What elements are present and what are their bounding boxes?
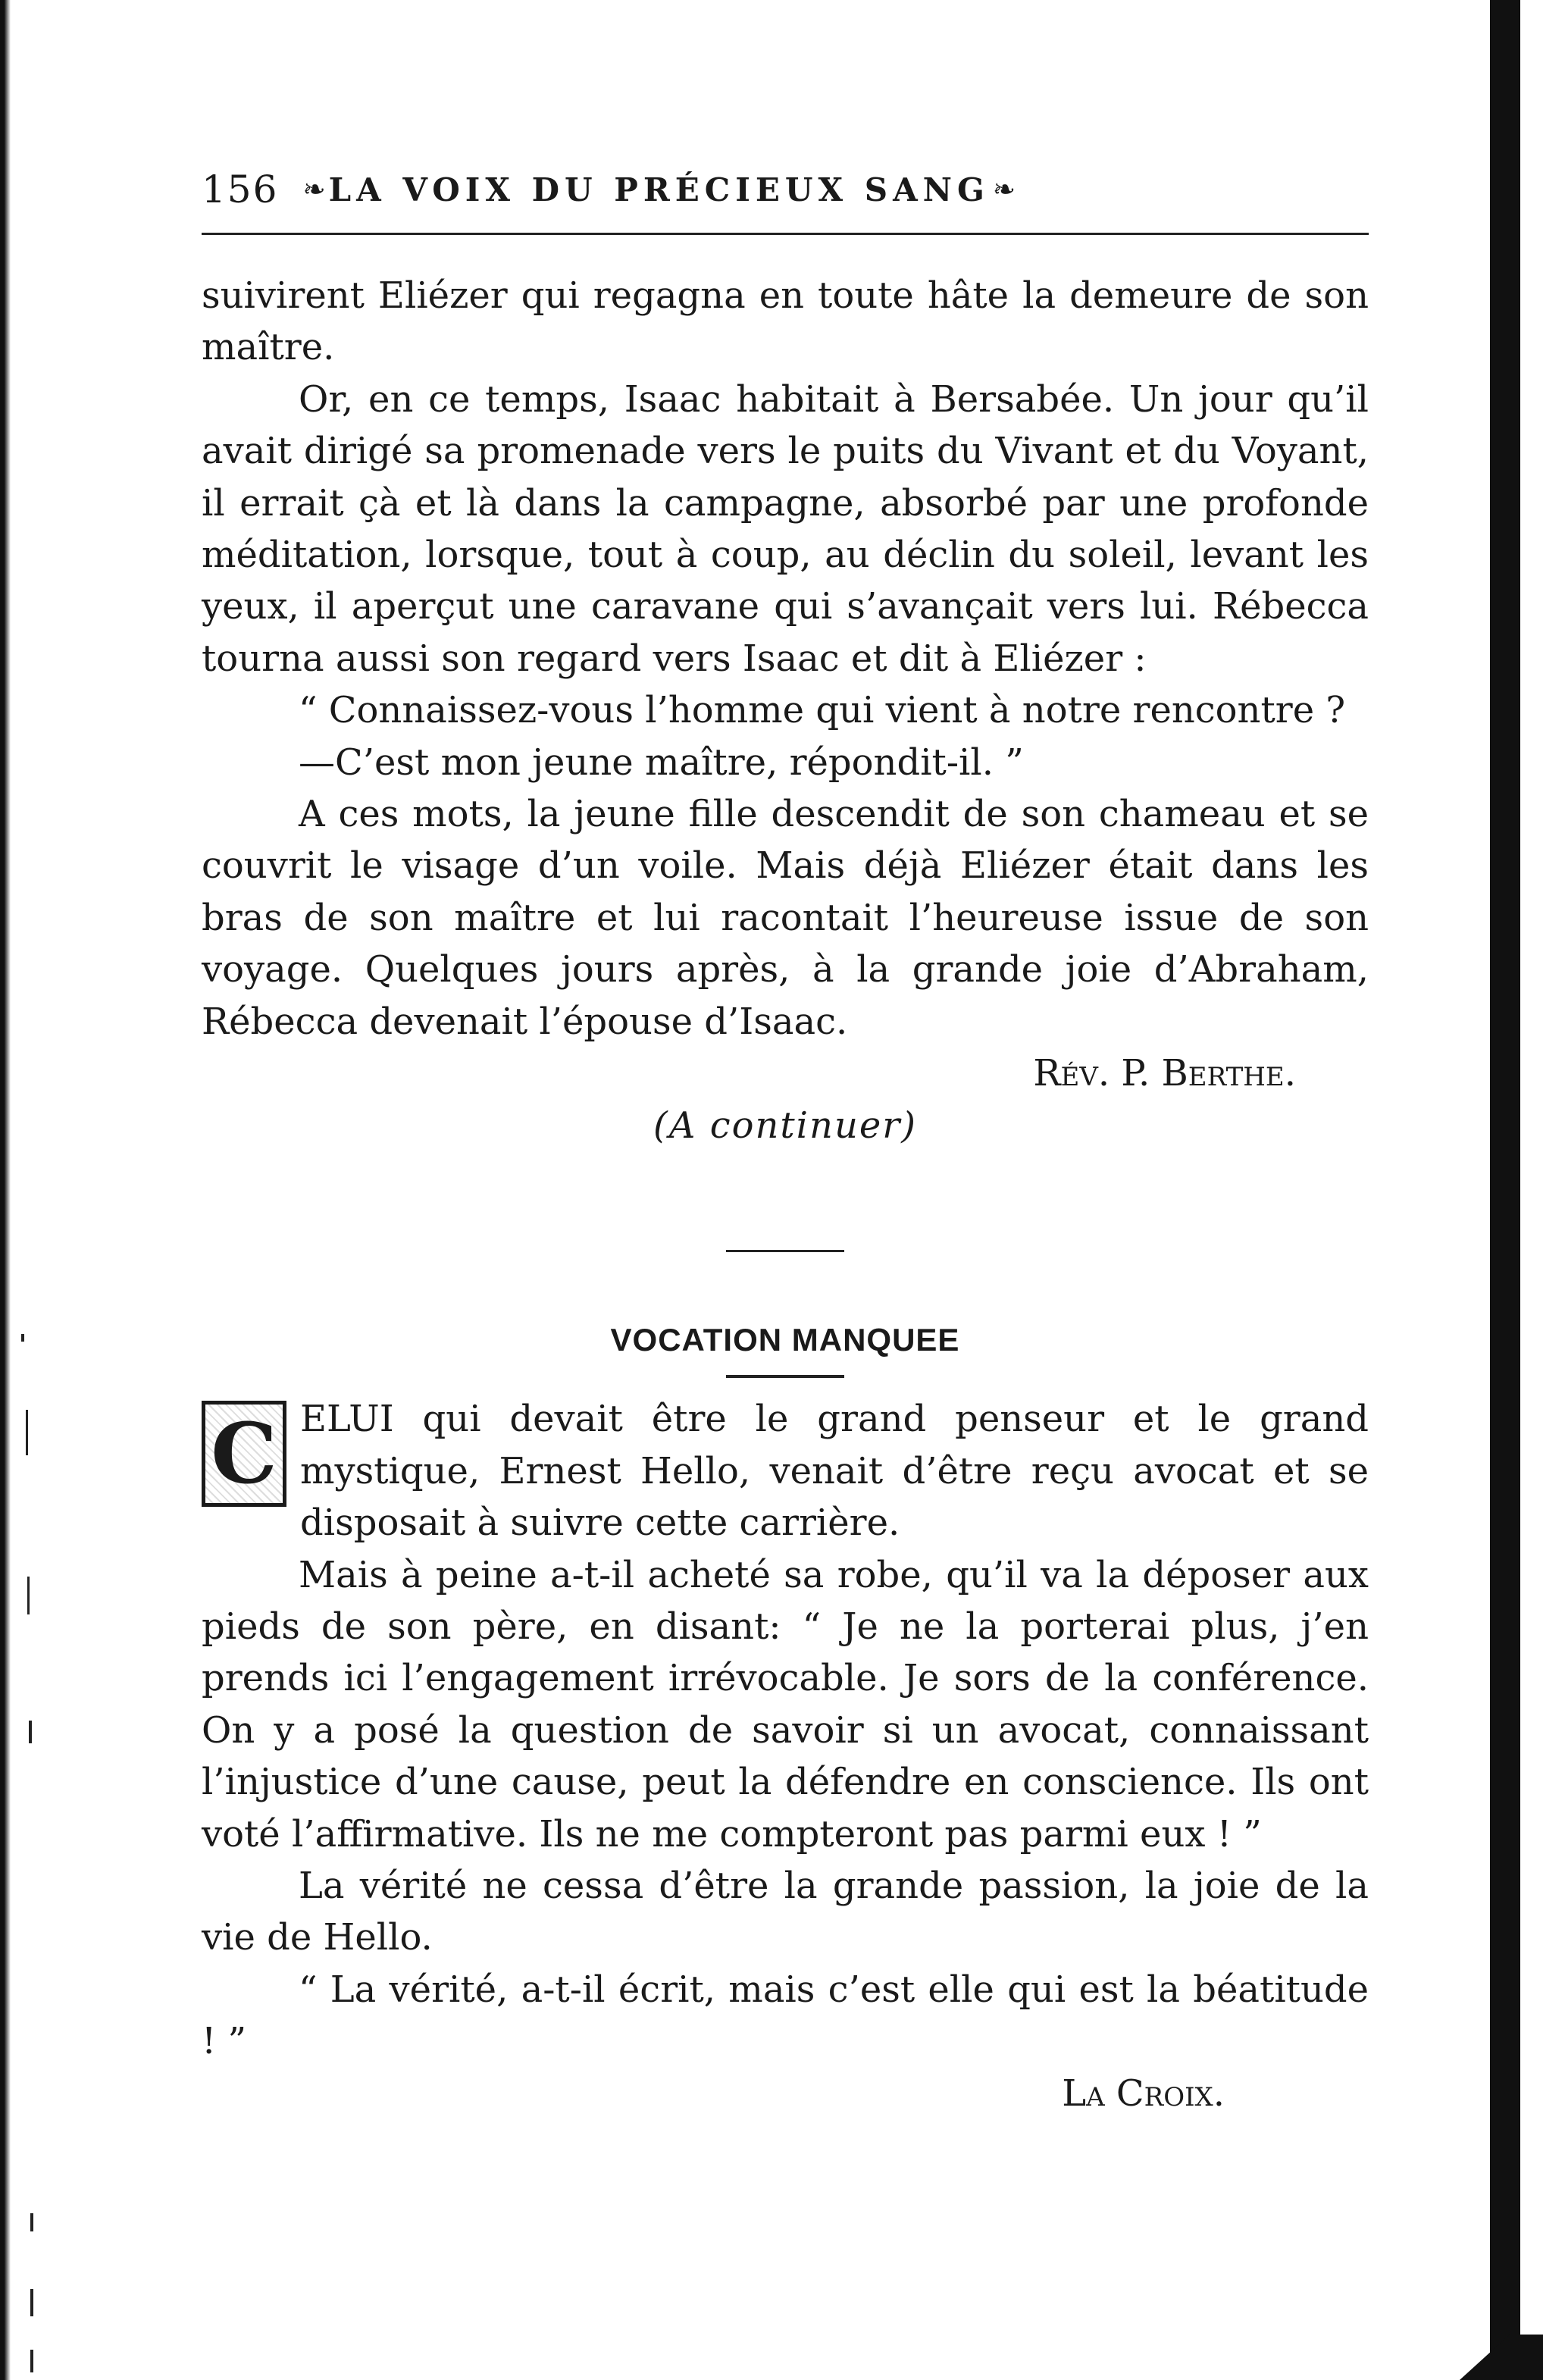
dialogue-line: “ Connaissez-vous l’homme qui vient à notre rencontre ? (299, 689, 1346, 732)
running-head (202, 163, 1369, 216)
opening-paragraph-text: qui devait être le grand penseur et le grand mystique, Ernest Hello, venait d’être reçu avocat et se disposait à suivre cette carrière. (300, 1398, 1369, 1545)
paragraph: Or, en ce temps, Isaac habitait à Bersabée. Un jour qu’il avait dirigé sa promenade vers le puits du Vivant et du Voyant, il errait çà et là dans la campagne, absorbé par une profonde méditation, lorsque, tout à coup, au déclin du soleil, levant les yeux, il aperçut une caravane qui s’avançait vers lui. Rébecca tourna aussi son regard vers Isaac et dit à Eliézer : (202, 377, 1369, 680)
running-title: LA VOIX DU PRÉCIEUX SANG (328, 171, 990, 208)
opening-paragraph (202, 1393, 1369, 1549)
scan-speck (29, 1721, 32, 1743)
scan-speck (27, 1577, 30, 1614)
scan-speck (30, 2350, 33, 2372)
body-text (202, 270, 1369, 2119)
book-page (202, 163, 1369, 2119)
paragraph: “ La vérité, a-t-il écrit, mais c’est elle qui est la béatitude ! ” (202, 1968, 1369, 2063)
dropcap-letter: C (202, 1401, 286, 1507)
scan-speck (30, 2213, 33, 2231)
paragraph: A ces mots, la jeune fille descendit de son chameau et se couvrit le visage d’un voile. Mais déjà Eliézer était dans les bras de son maître et lui racontait l’heureuse issue de son voyage. Quelques jours après, à la grande joie d’Abraham, Rébecca devenait l’épouse d’Isaac. (202, 793, 1369, 1043)
section-separator (726, 1250, 844, 1252)
scan-edge-right (1490, 0, 1520, 2380)
author-signature: Rév. P. Berthe. (1033, 1052, 1296, 1095)
scan-speck (26, 1410, 28, 1455)
header-rule (202, 233, 1369, 235)
section-title: VOCATION MANQUEE (610, 1321, 960, 1358)
page-number: 156 (202, 168, 279, 211)
paragraph: La vérité ne cessa d’être la grande passion, la joie de la vie de Hello. (202, 1864, 1369, 1959)
dropcap-lead-word: ELUI (300, 1398, 394, 1441)
scan-speck (30, 2289, 33, 2316)
continuation-note: (A continuer) (653, 1104, 917, 1147)
ornament-icon: ❧ (992, 174, 1016, 205)
paragraph: suivirent Eliézer qui regagna en toute hâte la demeure de son maître. (202, 274, 1369, 369)
ornament-icon: ❧ (302, 174, 326, 205)
scan-speck (21, 1334, 24, 1342)
source-signature: La Croix. (1062, 2072, 1225, 2115)
dialogue-line: —C’est mon jeune maître, répondit-il. ” (299, 741, 1024, 784)
scan-edge-left (0, 0, 11, 2380)
paragraph: Mais à peine a-t-il acheté sa robe, qu’il va la déposer aux pieds de son père, en disant: “ Je ne la porterai plus, j’en prends ici l’engagement irrévocable. Je sors de la conférence. On y a posé la question de savoir si un avocat, connaissant l’injustice d’une cause, peut la défendre en conscience. Ils ont voté l’affirmative. Ils ne me compteront pas parmi eux ! ” (202, 1553, 1369, 1855)
title-underline (726, 1375, 844, 1378)
